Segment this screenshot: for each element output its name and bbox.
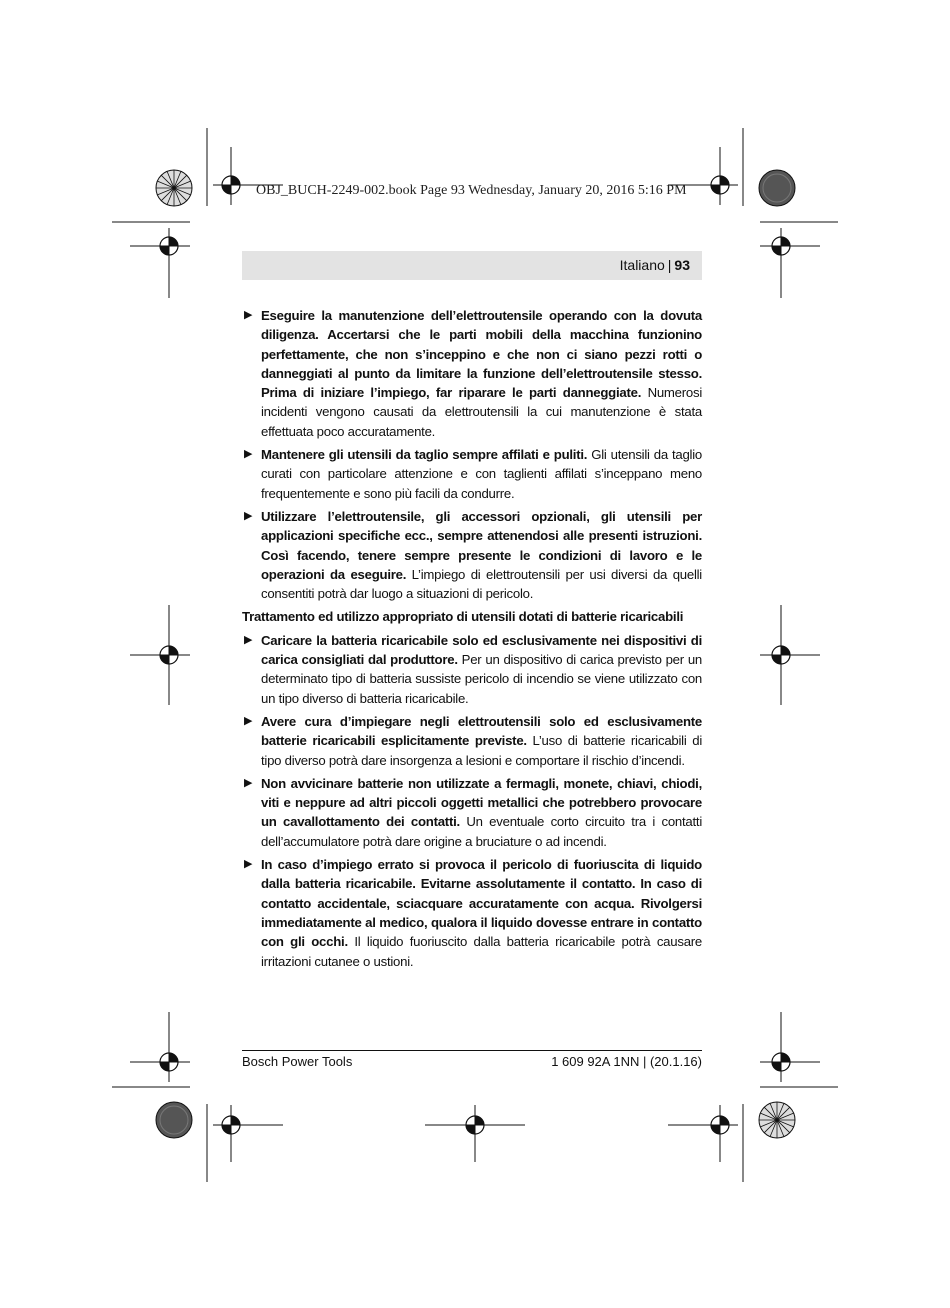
item-text: Gli utensili da taglio curati con particolare attenzione e con taglienti affilati s’inceppano meno frequentemente e sono più facili da condurre.: [261, 447, 702, 501]
registration-mark: [213, 1105, 283, 1162]
registration-mark: [425, 1105, 525, 1162]
header-language: Italiano: [619, 257, 665, 273]
bullet-triangle-icon: ▶: [244, 633, 253, 646]
item-bold-text: Mantenere gli utensili da taglio sempre affilati e puliti.: [261, 447, 588, 463]
item-bold-text: Eseguire la manutenzione dell’elettroutensile operando con la dovuta diligenza. Accertarsi che le parti mobili della macchina funzionino perfettamente, che non s’inceppino e che non ci siano pezzi rotti o danneggiati al punto da limitare la funzione dell’elettroutensile stesso. Prima di iniziare l’impiego, far riparare le parti danneggiate.: [261, 308, 702, 401]
footer-brand: Bosch Power Tools: [242, 1054, 353, 1069]
registration-mark: [760, 228, 820, 298]
grey-target: [156, 1102, 192, 1138]
item-bold-text: Non avvicinare batterie non utilizzate a fermagli, monete, chiavi, chiodi, viti e neppure ad altri piccoli oggetti metallici che potrebbero provocare un cavallottamento dei contatti.: [261, 775, 702, 830]
registration-mark: [668, 1105, 738, 1162]
registration-mark: [130, 228, 190, 298]
registration-mark: [760, 1012, 820, 1082]
list-item: [242, 712, 702, 770]
registration-mark: [760, 605, 820, 705]
list-item: [242, 774, 702, 851]
bullet-triangle-icon: ▶: [244, 714, 253, 727]
item-text: Per un dispositivo di carica previsto per un determinato tipo di batteria sussiste pericolo di incendio se viene utilizzato con un tipo diverso di batteria ricaricabile.: [261, 652, 702, 706]
bullet-triangle-icon: ▶: [244, 509, 253, 522]
section-heading: Trattamento ed utilizzo appropriato di utensili dotati di batterie ricaricabili: [242, 609, 684, 625]
list-item: [242, 855, 702, 971]
page-number: 93: [674, 257, 690, 273]
item-text: L’impiego di elettroutensili per usi diversi da quelli consentiti potrà dar luogo a situazioni di pericolo.: [261, 566, 702, 602]
header-text: [620, 257, 690, 273]
list-item: [242, 631, 702, 708]
main-content: [242, 306, 702, 975]
registration-mark: [130, 605, 190, 705]
item-bold-text: Caricare la batteria ricaricabile solo ed esclusivamente nei dispositivi di carica consigliati dal produttore.: [261, 632, 702, 668]
item-bold-text: Utilizzare l’elettroutensile, gli accessori opzionali, gli utensili per applicazioni specifiche ecc., sempre attenendosi alle presenti istruzioni. Così facendo, tenere sempre presente le condizioni di lavoro e le operazioni da eseguire.: [261, 508, 702, 582]
bullet-triangle-icon: ▶: [244, 309, 253, 321]
item-bold-text: Avere cura d’impiegare negli elettroutensili solo ed esclusivamente batterie ricaricabili esplicitamente previste.: [261, 713, 702, 749]
footer-divider: [242, 1050, 702, 1051]
item-text: L’uso di batterie ricaricabili di tipo diverso potrà dare insorgenza a lesioni e comportare il rischio d’incendi.: [261, 733, 702, 768]
bullet-triangle-icon: ▶: [244, 776, 253, 789]
page-header: [242, 251, 702, 280]
list-item: [242, 306, 702, 441]
list-item: [242, 445, 702, 503]
item-text: Numerosi incidenti vengono causati da elettroutensili la cui manutenzione è stata effettuata poco accuratamente.: [261, 385, 703, 439]
starburst-target: [156, 170, 192, 206]
item-bold-text: In caso d’impiego errato si provoca il pericolo di fuoriuscita di liquido dalla batteria ricaricabile. Evitarne assolutamente il contatto. In caso di contatto accidentale, sciacquare accuratamente con acqua. Rivolgersi immediatamente al medico, qualora il liquido dovesse entrare in contatto con gli occhi.: [261, 857, 702, 950]
grey-target: [759, 170, 795, 206]
header-separator: |: [667, 257, 672, 273]
print-slug: OBJ_BUCH-2249-002.book Page 93 Wednesday, January 20, 2016 5:16 PM: [256, 183, 687, 198]
item-text: Un eventuale corto circuito tra i contatti dell’accumulatore potrà dare origine a bruciature o ad incendi.: [261, 814, 703, 849]
bullet-triangle-icon: ▶: [244, 858, 253, 871]
item-text: Il liquido fuoriuscito dalla batteria ricaricabile potrà causare irritazioni cutanee o ustioni.: [261, 934, 702, 969]
starburst-target: [759, 1102, 795, 1138]
bullet-triangle-icon: ▶: [244, 448, 253, 461]
list-item: [242, 507, 702, 603]
registration-mark: [130, 1012, 190, 1082]
footer-doc-number: 1 609 92A 1NN | (20.1.16): [551, 1054, 702, 1069]
